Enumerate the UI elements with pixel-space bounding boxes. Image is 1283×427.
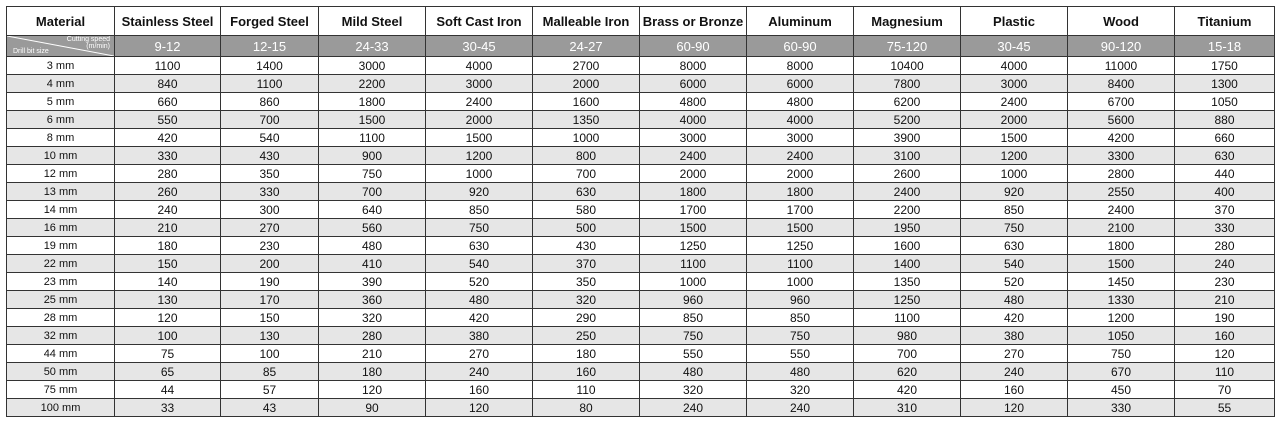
rpm-cell: 240 [747,399,854,417]
rpm-cell: 980 [854,327,961,345]
drill-bit-size-cell: 25 mm [7,291,115,309]
rpm-cell: 160 [961,381,1068,399]
material-header: Forged Steel [221,7,319,36]
rpm-cell: 920 [961,183,1068,201]
rpm-cell: 1350 [854,273,961,291]
rpm-cell: 1300 [1175,75,1275,93]
rpm-cell: 8400 [1068,75,1175,93]
rpm-cell: 4000 [426,57,533,75]
table-row [7,273,1275,291]
rpm-cell: 330 [1175,219,1275,237]
rpm-cell: 120 [319,381,426,399]
rpm-cell: 550 [747,345,854,363]
rpm-cell: 2400 [640,147,747,165]
drill-bit-size-cell: 4 mm [7,75,115,93]
rpm-cell: 4200 [1068,129,1175,147]
cutting-speed-value: 75-120 [854,36,961,57]
rpm-cell: 360 [319,291,426,309]
rpm-cell: 400 [1175,183,1275,201]
rpm-cell: 1200 [1068,309,1175,327]
drill-bit-size-cell: 3 mm [7,57,115,75]
material-header: Plastic [961,7,1068,36]
rpm-cell: 550 [115,111,221,129]
rpm-cell: 4800 [640,93,747,111]
rpm-cell: 4800 [747,93,854,111]
rpm-cell: 430 [533,237,640,255]
rpm-cell: 670 [1068,363,1175,381]
rpm-cell: 1800 [1068,237,1175,255]
rpm-cell: 700 [319,183,426,201]
rpm-cell: 450 [1068,381,1175,399]
rpm-cell: 65 [115,363,221,381]
rpm-cell: 4000 [747,111,854,129]
table-row [7,201,1275,219]
rpm-cell: 2000 [640,165,747,183]
rpm-cell: 2400 [1068,201,1175,219]
rpm-cell: 540 [426,255,533,273]
rpm-cell: 1500 [1068,255,1175,273]
rpm-cell: 120 [1175,345,1275,363]
rpm-cell: 480 [747,363,854,381]
rpm-cell: 1330 [1068,291,1175,309]
rpm-cell: 540 [221,129,319,147]
cutting-speed-label-line1: Cutting speed [66,36,110,43]
rpm-cell: 850 [747,309,854,327]
material-header: Malleable Iron [533,7,640,36]
cutting-speed-value: 15-18 [1175,36,1275,57]
rpm-cell: 630 [961,237,1068,255]
rpm-cell: 100 [115,327,221,345]
drill-bit-size-label: Drill bit size [13,48,49,55]
rpm-cell: 160 [426,381,533,399]
rpm-cell: 320 [533,291,640,309]
cutting-speed-value: 24-27 [533,36,640,57]
cutting-speed-label-line2: (m/min) [86,43,110,50]
cutting-speed-value: 60-90 [747,36,854,57]
rpm-cell: 620 [854,363,961,381]
rpm-cell: 1100 [640,255,747,273]
table-row [7,129,1275,147]
rpm-cell: 630 [1175,147,1275,165]
rpm-cell: 2700 [533,57,640,75]
rpm-cell: 440 [1175,165,1275,183]
rpm-cell: 1050 [1068,327,1175,345]
cutting-speed-value: 30-45 [426,36,533,57]
rpm-cell: 260 [115,183,221,201]
rpm-cell: 3000 [640,129,747,147]
drill-bit-size-cell: 8 mm [7,129,115,147]
rpm-cell: 410 [319,255,426,273]
drill-bit-size-cell: 5 mm [7,93,115,111]
rpm-cell: 520 [961,273,1068,291]
rpm-cell: 1000 [961,165,1068,183]
table-row [7,75,1275,93]
table-row [7,327,1275,345]
rpm-cell: 420 [854,381,961,399]
table-row [7,381,1275,399]
drill-bit-size-cell: 12 mm [7,165,115,183]
rpm-cell: 190 [221,273,319,291]
rpm-cell: 700 [533,165,640,183]
rpm-cell: 840 [115,75,221,93]
drill-bit-size-cell: 28 mm [7,309,115,327]
drill-bit-size-cell: 19 mm [7,237,115,255]
rpm-cell: 580 [533,201,640,219]
rpm-cell: 1000 [426,165,533,183]
drill-bit-size-cell: 14 mm [7,201,115,219]
rpm-cell: 480 [426,291,533,309]
rpm-cell: 190 [1175,309,1275,327]
rpm-cell: 310 [854,399,961,417]
rpm-cell: 240 [1175,255,1275,273]
rpm-cell: 3000 [319,57,426,75]
rpm-cell: 420 [426,309,533,327]
rpm-cell: 1400 [221,57,319,75]
rpm-cell: 130 [115,291,221,309]
rpm-cell: 1200 [426,147,533,165]
rpm-cell: 630 [533,183,640,201]
rpm-cell: 860 [221,93,319,111]
rpm-cell: 3000 [747,129,854,147]
rpm-cell: 560 [319,219,426,237]
rpm-cell: 270 [961,345,1068,363]
rpm-cell: 1000 [747,273,854,291]
rpm-cell: 5200 [854,111,961,129]
rpm-cell: 1500 [961,129,1068,147]
rpm-cell: 120 [426,399,533,417]
rpm-cell: 2200 [319,75,426,93]
rpm-cell: 330 [221,183,319,201]
rpm-cell: 750 [961,219,1068,237]
rpm-cell: 660 [115,93,221,111]
rpm-cell: 2400 [961,93,1068,111]
drill-bit-size-cell: 6 mm [7,111,115,129]
rpm-cell: 330 [115,147,221,165]
rpm-cell: 150 [115,255,221,273]
rpm-cell: 1100 [747,255,854,273]
rpm-cell: 1100 [854,309,961,327]
corner-cell [7,36,115,57]
rpm-cell: 2200 [854,201,961,219]
rpm-cell: 160 [533,363,640,381]
rpm-cell: 1350 [533,111,640,129]
rpm-cell: 1450 [1068,273,1175,291]
rpm-cell: 960 [640,291,747,309]
drill-bit-size-cell: 32 mm [7,327,115,345]
rpm-cell: 850 [640,309,747,327]
table-row [7,57,1275,75]
rpm-cell: 390 [319,273,426,291]
rpm-cell: 800 [533,147,640,165]
rpm-cell: 110 [1175,363,1275,381]
rpm-cell: 210 [1175,291,1275,309]
rpm-cell: 1700 [747,201,854,219]
cutting-speed-value: 12-15 [221,36,319,57]
rpm-cell: 8000 [640,57,747,75]
rpm-cell: 700 [854,345,961,363]
rpm-cell: 2550 [1068,183,1175,201]
drill-speed-table-container [6,6,1275,417]
rpm-cell: 100 [221,345,319,363]
rpm-cell: 2000 [961,111,1068,129]
rpm-cell: 3300 [1068,147,1175,165]
table-row [7,237,1275,255]
rpm-cell: 3000 [961,75,1068,93]
rpm-cell: 7800 [854,75,961,93]
rpm-cell: 6700 [1068,93,1175,111]
cutting-speed-value: 24-33 [319,36,426,57]
drill-bit-size-cell: 100 mm [7,399,115,417]
rpm-cell: 70 [1175,381,1275,399]
drill-bit-size-cell: 13 mm [7,183,115,201]
rpm-cell: 2800 [1068,165,1175,183]
cutting-speed-label [67,36,110,50]
rpm-cell: 280 [115,165,221,183]
cutting-speed-row [7,36,1275,57]
rpm-cell: 10400 [854,57,961,75]
drill-speed-table [6,6,1275,417]
cutting-speed-value: 90-120 [1068,36,1175,57]
rpm-cell: 2600 [854,165,961,183]
rpm-cell: 1500 [426,129,533,147]
rpm-cell: 6000 [747,75,854,93]
rpm-cell: 1000 [533,129,640,147]
rpm-cell: 4000 [640,111,747,129]
rpm-cell: 370 [533,255,640,273]
rpm-cell: 230 [1175,273,1275,291]
rpm-cell: 900 [319,147,426,165]
cutting-speed-value: 9-12 [115,36,221,57]
rpm-cell: 1100 [221,75,319,93]
rpm-cell: 240 [961,363,1068,381]
material-header: Wood [1068,7,1175,36]
table-row [7,309,1275,327]
rpm-cell: 1500 [640,219,747,237]
rpm-cell: 2100 [1068,219,1175,237]
drill-bit-size-cell: 16 mm [7,219,115,237]
rpm-cell: 57 [221,381,319,399]
rpm-cell: 210 [115,219,221,237]
rpm-cell: 480 [319,237,426,255]
material-header: Magnesium [854,7,961,36]
rpm-cell: 85 [221,363,319,381]
rpm-cell: 210 [319,345,426,363]
rpm-cell: 2400 [426,93,533,111]
table-row [7,255,1275,273]
table-row [7,183,1275,201]
rpm-cell: 1500 [747,219,854,237]
rpm-cell: 55 [1175,399,1275,417]
material-header: Aluminum [747,7,854,36]
rpm-cell: 520 [426,273,533,291]
rpm-cell: 550 [640,345,747,363]
rpm-cell: 110 [533,381,640,399]
rpm-cell: 320 [319,309,426,327]
rpm-cell: 320 [640,381,747,399]
rpm-cell: 3900 [854,129,961,147]
drill-bit-size-cell: 50 mm [7,363,115,381]
rpm-table-body [7,57,1275,417]
table-row [7,291,1275,309]
rpm-cell: 270 [221,219,319,237]
rpm-cell: 1100 [319,129,426,147]
drill-bit-size-cell: 23 mm [7,273,115,291]
rpm-cell: 1250 [747,237,854,255]
rpm-cell: 480 [961,291,1068,309]
rpm-cell: 80 [533,399,640,417]
rpm-cell: 1400 [854,255,961,273]
rpm-cell: 1600 [533,93,640,111]
table-row [7,345,1275,363]
drill-bit-size-cell: 75 mm [7,381,115,399]
rpm-cell: 3100 [854,147,961,165]
rpm-cell: 1200 [961,147,1068,165]
rpm-cell: 350 [221,165,319,183]
rpm-cell: 6200 [854,93,961,111]
rpm-cell: 750 [319,165,426,183]
rpm-cell: 960 [747,291,854,309]
drill-bit-size-cell: 10 mm [7,147,115,165]
rpm-cell: 420 [961,309,1068,327]
rpm-cell: 1250 [854,291,961,309]
rpm-cell: 750 [1068,345,1175,363]
cutting-speed-value: 60-90 [640,36,747,57]
rpm-cell: 290 [533,309,640,327]
rpm-cell: 180 [533,345,640,363]
table-row [7,165,1275,183]
rpm-cell: 43 [221,399,319,417]
rpm-cell: 120 [961,399,1068,417]
material-header: Mild Steel [319,7,426,36]
rpm-cell: 280 [319,327,426,345]
drill-bit-size-cell: 44 mm [7,345,115,363]
rpm-cell: 1100 [115,57,221,75]
rpm-cell: 170 [221,291,319,309]
rpm-cell: 11000 [1068,57,1175,75]
rpm-cell: 2400 [854,183,961,201]
rpm-cell: 270 [426,345,533,363]
rpm-cell: 240 [115,201,221,219]
rpm-cell: 180 [115,237,221,255]
rpm-cell: 140 [115,273,221,291]
rpm-cell: 1800 [640,183,747,201]
rpm-cell: 630 [426,237,533,255]
rpm-cell: 1800 [319,93,426,111]
table-row [7,363,1275,381]
rpm-cell: 280 [1175,237,1275,255]
cutting-speed-value: 30-45 [961,36,1068,57]
material-header-label: Material [7,7,115,36]
rpm-cell: 240 [640,399,747,417]
rpm-cell: 90 [319,399,426,417]
rpm-cell: 330 [1068,399,1175,417]
rpm-cell: 230 [221,237,319,255]
material-header: Titanium [1175,7,1275,36]
rpm-cell: 880 [1175,111,1275,129]
rpm-cell: 2400 [747,147,854,165]
rpm-cell: 750 [426,219,533,237]
rpm-cell: 130 [221,327,319,345]
table-row [7,93,1275,111]
table-row [7,399,1275,417]
rpm-cell: 8000 [747,57,854,75]
table-row [7,219,1275,237]
rpm-cell: 370 [1175,201,1275,219]
rpm-cell: 920 [426,183,533,201]
rpm-cell: 700 [221,111,319,129]
rpm-cell: 2000 [426,111,533,129]
rpm-cell: 2000 [533,75,640,93]
rpm-cell: 850 [961,201,1068,219]
rpm-cell: 2000 [747,165,854,183]
rpm-cell: 44 [115,381,221,399]
rpm-cell: 380 [961,327,1068,345]
rpm-cell: 850 [426,201,533,219]
rpm-cell: 160 [1175,327,1275,345]
rpm-cell: 180 [319,363,426,381]
rpm-cell: 33 [115,399,221,417]
material-header: Brass or Bronze [640,7,747,36]
rpm-cell: 1600 [854,237,961,255]
rpm-cell: 4000 [961,57,1068,75]
table-row [7,111,1275,129]
material-header: Stainless Steel [115,7,221,36]
rpm-cell: 150 [221,309,319,327]
rpm-cell: 1750 [1175,57,1275,75]
rpm-cell: 500 [533,219,640,237]
rpm-cell: 750 [747,327,854,345]
table-row [7,147,1275,165]
rpm-cell: 1500 [319,111,426,129]
rpm-cell: 1800 [747,183,854,201]
rpm-cell: 350 [533,273,640,291]
rpm-cell: 240 [426,363,533,381]
material-header: Soft Cast Iron [426,7,533,36]
rpm-cell: 640 [319,201,426,219]
drill-bit-size-cell: 22 mm [7,255,115,273]
rpm-cell: 1950 [854,219,961,237]
rpm-cell: 480 [640,363,747,381]
rpm-cell: 420 [115,129,221,147]
rpm-cell: 6000 [640,75,747,93]
rpm-cell: 1000 [640,273,747,291]
rpm-cell: 320 [747,381,854,399]
rpm-cell: 660 [1175,129,1275,147]
rpm-cell: 540 [961,255,1068,273]
rpm-cell: 5600 [1068,111,1175,129]
rpm-cell: 1700 [640,201,747,219]
rpm-cell: 1050 [1175,93,1275,111]
rpm-cell: 200 [221,255,319,273]
rpm-cell: 3000 [426,75,533,93]
rpm-cell: 430 [221,147,319,165]
rpm-cell: 250 [533,327,640,345]
material-header-row [7,7,1275,36]
rpm-cell: 1250 [640,237,747,255]
rpm-cell: 380 [426,327,533,345]
rpm-cell: 120 [115,309,221,327]
rpm-cell: 750 [640,327,747,345]
rpm-cell: 75 [115,345,221,363]
rpm-cell: 300 [221,201,319,219]
